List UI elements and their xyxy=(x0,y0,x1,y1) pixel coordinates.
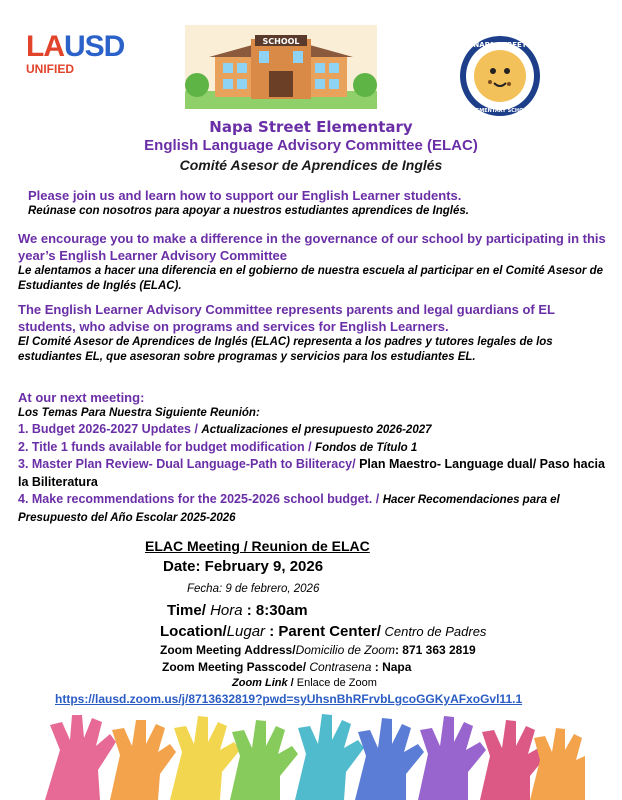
passcode-value: : Napa xyxy=(371,660,412,674)
agenda-heading: At our next meeting: xyxy=(18,390,145,405)
meeting-time xyxy=(167,602,308,619)
agenda-item-en: 3. Master Plan Review- Dual Language-Path to Biliteracy/ xyxy=(18,457,360,471)
logo-text-la: LA xyxy=(26,30,64,63)
committee-title-es: Comité Asesor de Aprendices de Inglés xyxy=(179,157,443,173)
time-value: : 8:30am xyxy=(242,602,308,619)
represents-en: The English Learner Advisory Committee represents parents and legal guardians of EL students, who advise on programs and services for English Learners. xyxy=(18,302,555,334)
meeting-title: ELAC Meeting / Reunion de ELAC xyxy=(145,538,370,554)
agenda-item-es: Actualizaciones el presupuesto 2026-2027 xyxy=(201,424,432,436)
committee-title-en: English Language Advisory Committee (ELAC) xyxy=(144,137,478,154)
meeting-date: Date: February 9, 2026 xyxy=(163,558,324,575)
school-sign-text: SCHOOL xyxy=(262,37,300,46)
zoom-passcode xyxy=(162,660,411,674)
agenda-item-es: Hacer Recomendaciones para el Presupuesto del Año Escolar 2025-2026 xyxy=(18,494,560,524)
passcode-es: Contrasena xyxy=(306,660,372,674)
agenda-item xyxy=(18,456,608,491)
agenda-item-en: 2. Title 1 funds available for budget modification / xyxy=(18,439,316,454)
lugar-label: Lugar xyxy=(226,623,266,640)
encourage-en: We encourage you to make a difference in the governance of our school by participating in this year’s English Learner Advisory Committee xyxy=(18,231,606,263)
lausd-logo xyxy=(26,32,156,77)
agenda-item xyxy=(18,439,608,457)
school-mascot-badge xyxy=(459,35,541,117)
mascot-ring-bottom-text: ELEMENTARY SCHOOL xyxy=(469,108,531,114)
agenda-section xyxy=(18,389,608,526)
intro-en: Please join us and learn how to support our English Learner students. xyxy=(28,188,462,203)
meeting-fecha: Fecha: 9 de febrero, 2026 xyxy=(187,583,320,595)
location-value: : Parent Center/ xyxy=(265,623,381,640)
hora-label: Hora xyxy=(205,602,243,619)
zoom-address-es: Domicilio de Zoom xyxy=(295,643,395,657)
agenda-item-en: 1. Budget 2026-2027 Updates / xyxy=(18,422,202,436)
intro-paragraph xyxy=(28,187,618,219)
zoom-link-sep: / xyxy=(287,677,297,689)
intro-es: Reúnase con nosotros para apoyar a nuestros estudiantes aprendices de Inglés. xyxy=(28,205,469,217)
agenda-item-en: 4. Make recommendations for the 2025-2026 school budget. / xyxy=(18,492,383,506)
zoom-address-value: : 871 363 2819 xyxy=(394,643,476,657)
location-label: Location/ xyxy=(160,623,227,640)
logo-subtext: UNIFIED xyxy=(26,62,74,76)
school-building-illustration xyxy=(185,25,377,109)
time-label: Time/ xyxy=(167,602,206,619)
location-es: Centro de Padres xyxy=(380,624,487,639)
represents-paragraph xyxy=(18,301,608,365)
encourage-es: Le alentamos a hacer una diferencia en el gobierno de nuestra escuela al participar en el Comité Asesor de Estudiantes de Inglés (ELAC). xyxy=(18,265,604,292)
zoom-address-label: Zoom Meeting Address/ xyxy=(160,643,296,657)
zoom-meeting-link[interactable]: https://lausd.zoom.us/j/8713632819?pwd=syUhsnBhRFrvbLgcoGGKyAFxoGvl11.1 xyxy=(55,692,523,706)
meeting-location xyxy=(160,623,486,640)
encourage-paragraph xyxy=(18,230,608,294)
agenda-item xyxy=(18,421,608,439)
agenda-heading-es: Los Temas Para Nuestra Siguiente Reunión: xyxy=(18,407,260,419)
zoom-link-es: Enlace de Zoom xyxy=(296,677,377,689)
agenda-item-es: Fondos de Título 1 xyxy=(315,441,418,454)
agenda-item xyxy=(18,491,608,526)
school-name: Napa Street Elementary xyxy=(209,118,413,136)
passcode-label: Zoom Meeting Passcode/ xyxy=(162,660,307,674)
zoom-link-label-row xyxy=(232,677,377,689)
represents-es: El Comité Asesor de Aprendices de Inglés (ELAC) representa a los padres y tutores legales de los estudiantes EL, que asesoran sobre programas y servicios para los estudiantes EL. xyxy=(18,336,553,363)
agenda-list xyxy=(18,421,608,526)
logo-text-usd: USD xyxy=(64,30,125,63)
colorful-hands-illustration xyxy=(40,710,585,800)
zoom-address xyxy=(160,643,476,657)
zoom-link-label: Zoom Link xyxy=(232,677,288,689)
agenda-item-es: Plan Maestro- Language dual/ Paso hacia la Biliteratura xyxy=(18,457,605,489)
mascot-ring-top-text: NAPA STREET xyxy=(473,41,527,49)
